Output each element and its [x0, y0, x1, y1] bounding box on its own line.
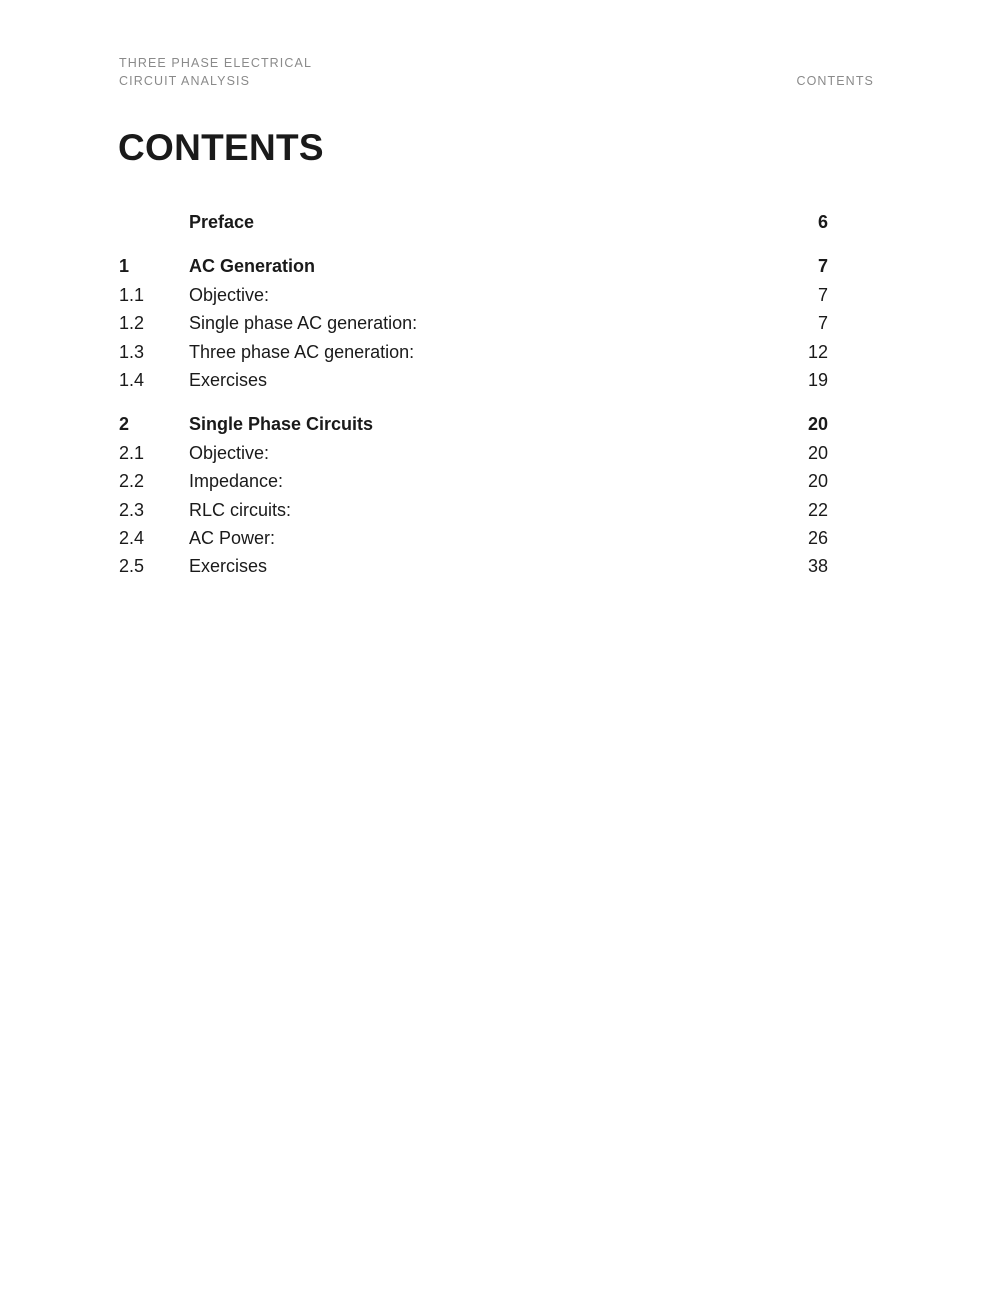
toc-section-2-5[interactable] [119, 552, 828, 580]
page-title: CONTENTS [118, 127, 324, 168]
toc-entry-number: 2.4 [119, 527, 145, 548]
toc-entry-number: 1 [119, 256, 130, 277]
toc-chapter-1[interactable] [119, 252, 828, 280]
toc-entry-title: AC Power: [189, 527, 276, 548]
toc-entry-number: 2.1 [119, 442, 145, 463]
toc-section-2-3[interactable] [119, 496, 828, 524]
toc-entry-title: Objective: [189, 442, 270, 463]
toc-entry-page: 7 [817, 256, 828, 277]
toc-entry-title: Objective: [189, 284, 270, 305]
toc-entry-page: 38 [807, 556, 828, 577]
toc-entry-page: 20 [807, 471, 828, 492]
toc-entry-page: 7 [817, 284, 828, 305]
book-title-header [119, 54, 312, 90]
toc-entry-number: 2.2 [119, 471, 145, 492]
toc-entry-page: 20 [807, 442, 828, 463]
toc-entry-number: 2.3 [119, 499, 145, 520]
toc-entry-title: Exercises [189, 369, 268, 390]
toc-section-2-2[interactable] [119, 467, 828, 495]
toc-section-1-4[interactable] [119, 366, 828, 394]
toc-entry-preface[interactable] [119, 208, 828, 236]
toc-chapter-2-group [119, 410, 828, 580]
toc-entry-page: 6 [817, 212, 828, 232]
toc-section-2-1[interactable] [119, 439, 828, 467]
toc-chapter-1-group [119, 252, 828, 394]
toc-entry-page: 7 [817, 313, 828, 334]
toc-entry-page: 20 [807, 414, 828, 435]
toc-entry-number: 1.4 [119, 369, 145, 390]
toc-entry-title: Impedance: [189, 471, 284, 492]
toc-entry-title: Preface [189, 212, 255, 232]
toc-preface-group [119, 208, 828, 236]
toc-entry-number: 2 [119, 414, 130, 435]
section-header: CONTENTS [796, 74, 874, 88]
toc-entry-page: 26 [807, 527, 828, 548]
toc-section-1-3[interactable] [119, 338, 828, 366]
toc-entry-title: RLC circuits: [189, 499, 292, 520]
toc-entry-title: Single Phase Circuits [189, 414, 374, 435]
toc-entry-page: 19 [807, 369, 828, 390]
book-title-line-2: CIRCUIT ANALYSIS [119, 74, 251, 88]
toc-section-2-4[interactable] [119, 524, 828, 552]
toc-entry-title: Exercises [189, 556, 268, 577]
toc-entry-page: 22 [807, 499, 828, 520]
toc-entry-title: Three phase AC generation: [189, 341, 415, 362]
running-header [119, 54, 874, 90]
table-of-contents [119, 208, 828, 597]
book-title-line-1: THREE PHASE ELECTRICAL [119, 56, 312, 70]
toc-entry-title: AC Generation [189, 256, 316, 277]
toc-chapter-2[interactable] [119, 410, 828, 438]
toc-entry-number: 1.1 [119, 284, 145, 305]
toc-entry-number: 1.3 [119, 341, 145, 362]
toc-entry-number: 2.5 [119, 556, 145, 577]
toc-entry-title: Single phase AC generation: [189, 313, 418, 334]
toc-entry-page: 12 [807, 341, 828, 362]
toc-entry-number: 1.2 [119, 313, 145, 334]
toc-section-1-2[interactable] [119, 309, 828, 337]
toc-section-1-1[interactable] [119, 281, 828, 309]
